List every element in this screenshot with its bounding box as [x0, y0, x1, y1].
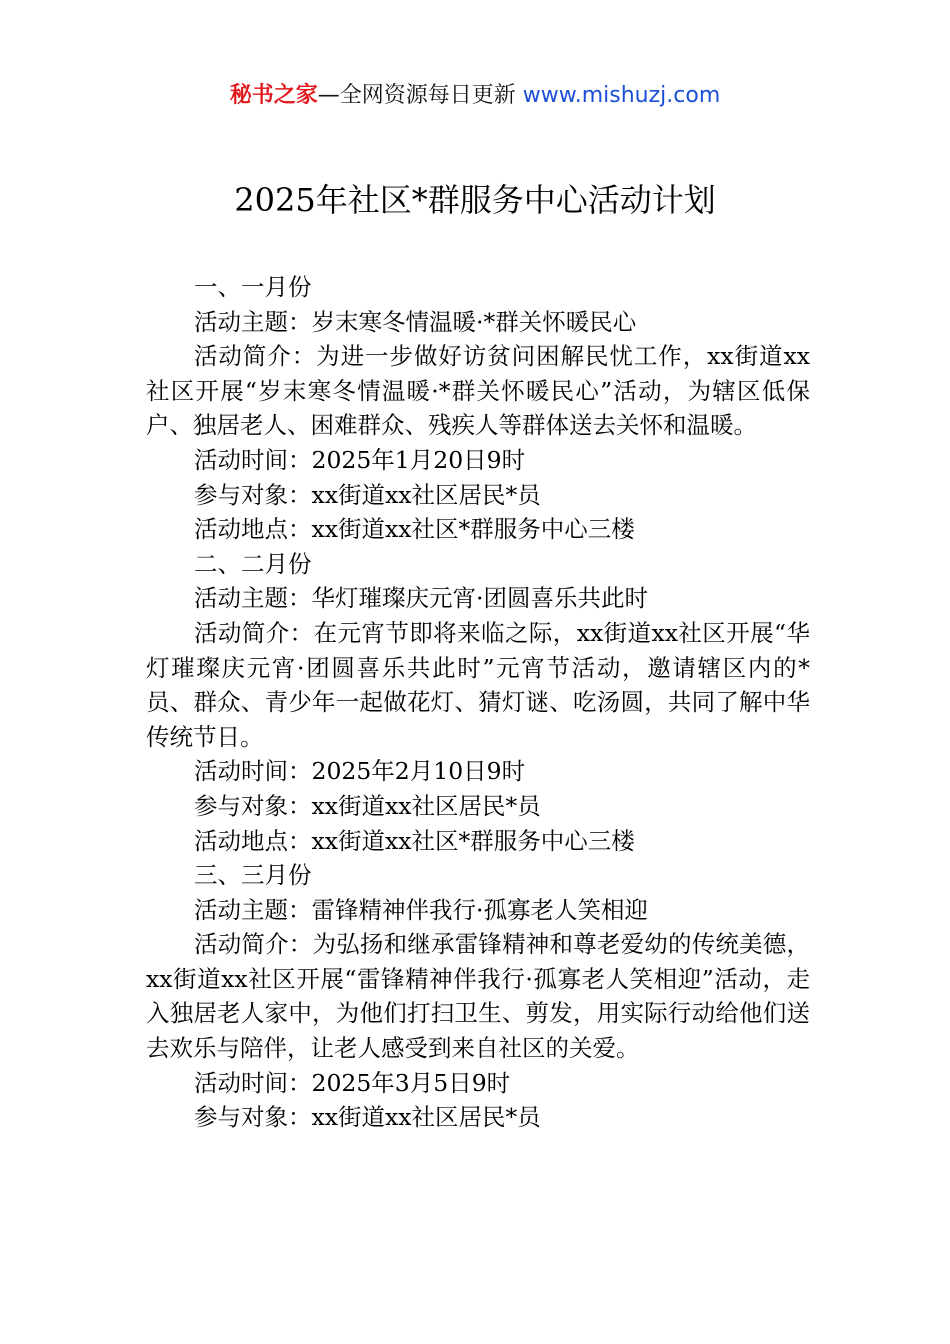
activity-intro: 活动简介：为进一步做好访贫问困解民忧工作，xx街道xx社区开展“岁末寒冬情温暖·*群关怀暖民心”活动，为辖区低保户、独居老人、困难群众、残疾人等群体送去关怀和温暖。	[146, 342, 810, 440]
activity-theme: 活动主题：岁末寒冬情温暖·*群关怀暖民心	[194, 307, 637, 336]
activity-audience: 参与对象：xx街道xx社区居民*员	[194, 791, 541, 820]
activity-place: 活动地点：xx街道xx社区*群服务中心三楼	[194, 515, 635, 544]
site-banner	[0, 80, 950, 112]
section-heading-february: 二、二月份	[194, 549, 312, 578]
site-url-link[interactable]: www.mishuzj.com	[522, 83, 721, 108]
activity-place: 活动地点：xx街道xx社区*群服务中心三楼	[194, 826, 635, 855]
activity-time: 活动时间：2025年1月20日9时	[194, 445, 526, 474]
activity-time: 活动时间：2025年2月10日9时	[194, 757, 526, 786]
activity-audience: 参与对象：xx街道xx社区居民*员	[194, 480, 541, 509]
activity-theme: 活动主题：雷锋精神伴我行·孤寡老人笑相迎	[194, 895, 648, 924]
activity-audience: 参与对象：xx街道xx社区居民*员	[194, 1103, 541, 1132]
section-heading-january: 一、一月份	[194, 273, 312, 301]
activity-intro: 活动简介：在元宵节即将来临之际，xx街道xx社区开展“华灯璀璨庆元宵·团圆喜乐共此时”元宵节活动，邀请辖区内的*员、群众、青少年一起做花灯、猜灯谜、吃汤圆，共同了解中华传统节日。	[146, 618, 810, 751]
banner-tagline: —全网资源每日更新	[317, 83, 523, 108]
activity-theme: 活动主题：华灯璀璨庆元宵·团圆喜乐共此时	[194, 584, 648, 613]
activity-intro: 活动简介：为弘扬和继承雷锋精神和尊老爱幼的传统美德，xx街道xx社区开展“雷锋精神伴我行·孤寡老人笑相迎”活动，走入独居老人家中，为他们打扫卫生、剪发，用实际行动给他们送去欢乐与陪伴，让老人感受到来自社区的关爱。	[146, 930, 810, 1063]
section-heading-march: 三、三月份	[194, 861, 312, 890]
document-title: 2025年社区*群服务中心活动计划	[234, 181, 716, 219]
brand-name: 秘书之家	[229, 83, 318, 108]
activity-time: 活动时间：2025年3月5日9时	[194, 1068, 511, 1097]
document-body	[146, 270, 810, 1135]
